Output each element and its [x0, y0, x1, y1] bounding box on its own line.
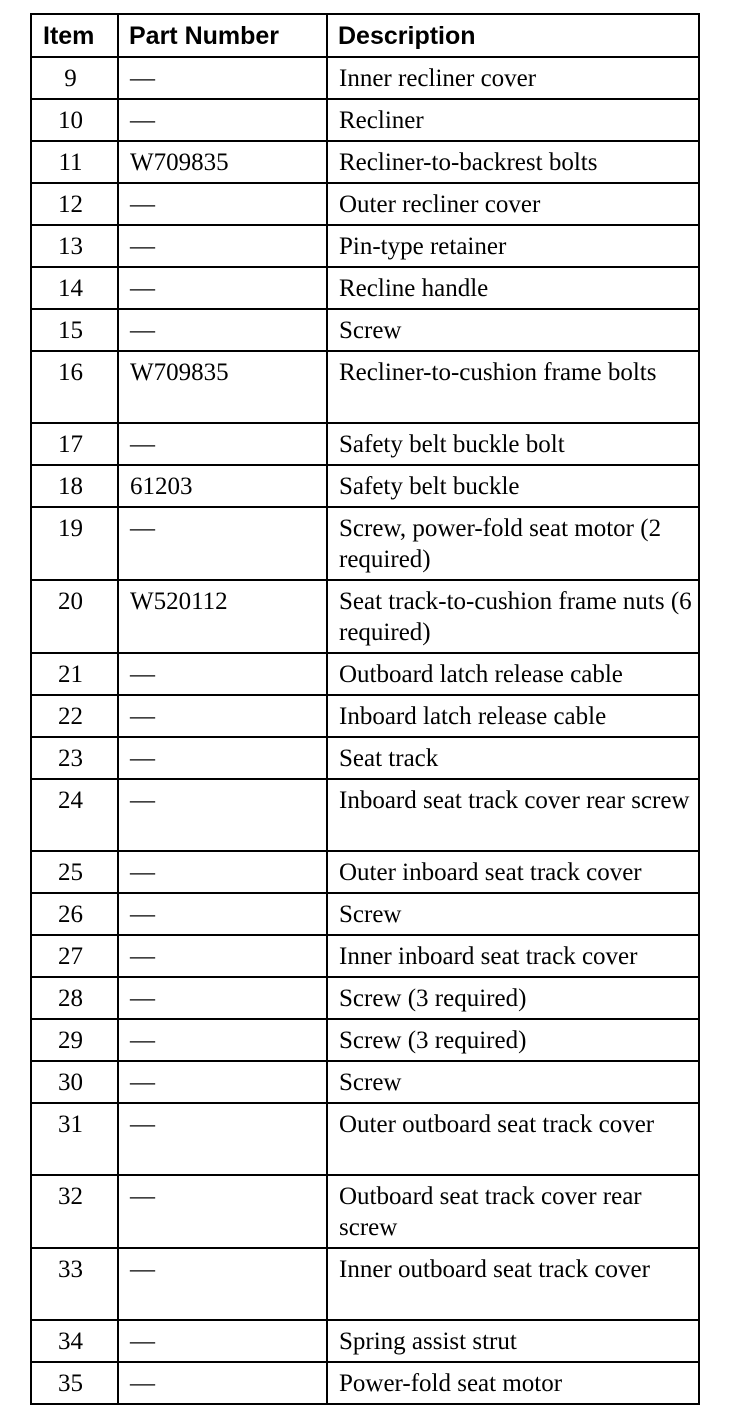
description-column-header: Description — [327, 14, 699, 57]
description-cell: Outer recliner cover — [327, 183, 699, 225]
item-number-cell: 15 — [31, 309, 118, 351]
part-number-cell: — — [118, 977, 327, 1019]
description-cell: Inboard seat track cover rear screw — [327, 779, 699, 851]
description-cell: Outer outboard seat track cover — [327, 1103, 699, 1175]
table-row — [31, 653, 699, 695]
table-row — [31, 1061, 699, 1103]
table-row — [31, 1175, 699, 1248]
description-cell: Inner inboard seat track cover — [327, 935, 699, 977]
description-cell: Safety belt buckle bolt — [327, 423, 699, 465]
description-cell: Inner recliner cover — [327, 57, 699, 99]
item-number-cell: 25 — [31, 851, 118, 893]
item-number-cell: 29 — [31, 1019, 118, 1061]
header-row — [31, 14, 699, 57]
table-row — [31, 1103, 699, 1175]
part-number-cell: — — [118, 851, 327, 893]
item-number-cell: 16 — [31, 351, 118, 423]
table-row — [31, 977, 699, 1019]
description-cell: Inboard latch release cable — [327, 695, 699, 737]
part-number-cell: — — [118, 507, 327, 580]
item-number-cell: 10 — [31, 99, 118, 141]
part-number-cell: — — [118, 1019, 327, 1061]
part-number-cell: — — [118, 57, 327, 99]
item-number-cell: 13 — [31, 225, 118, 267]
table-row — [31, 225, 699, 267]
part-number-cell: 61203 — [118, 465, 327, 507]
part-number-cell: — — [118, 1320, 327, 1362]
description-cell: Screw (3 required) — [327, 977, 699, 1019]
part-number-cell: — — [118, 225, 327, 267]
item-number-cell: 32 — [31, 1175, 118, 1248]
item-number-cell: 11 — [31, 141, 118, 183]
part-number-cell: W520112 — [118, 580, 327, 653]
part-number-cell: — — [118, 99, 327, 141]
table-row — [31, 893, 699, 935]
item-number-cell: 9 — [31, 57, 118, 99]
item-number-cell: 34 — [31, 1320, 118, 1362]
description-cell: Screw, power-fold seat motor (2 required) — [327, 507, 699, 580]
part-number-cell: — — [118, 1362, 327, 1404]
table-row — [31, 423, 699, 465]
item-number-cell: 26 — [31, 893, 118, 935]
table-row — [31, 737, 699, 779]
description-cell: Recline handle — [327, 267, 699, 309]
description-cell: Screw (3 required) — [327, 1019, 699, 1061]
table-row — [31, 779, 699, 851]
item-number-cell: 24 — [31, 779, 118, 851]
table-row — [31, 935, 699, 977]
item-number-cell: 23 — [31, 737, 118, 779]
item-column-header: Item — [31, 14, 118, 57]
part-number-cell: — — [118, 423, 327, 465]
part-number-cell: — — [118, 1175, 327, 1248]
item-number-cell: 17 — [31, 423, 118, 465]
table-row — [31, 141, 699, 183]
item-number-cell: 22 — [31, 695, 118, 737]
table-row — [31, 309, 699, 351]
item-number-cell: 33 — [31, 1248, 118, 1320]
table-row — [31, 57, 699, 99]
part-number-column-header: Part Number — [118, 14, 327, 57]
parts-table — [30, 13, 700, 1405]
table-row — [31, 851, 699, 893]
table-row — [31, 267, 699, 309]
table-row — [31, 465, 699, 507]
description-cell: Outboard latch release cable — [327, 653, 699, 695]
item-number-cell: 27 — [31, 935, 118, 977]
part-number-cell: — — [118, 737, 327, 779]
part-number-cell: — — [118, 653, 327, 695]
table-row — [31, 1019, 699, 1061]
description-cell: Seat track — [327, 737, 699, 779]
part-number-cell: — — [118, 779, 327, 851]
description-cell: Screw — [327, 1061, 699, 1103]
table-row — [31, 99, 699, 141]
part-number-cell: — — [118, 893, 327, 935]
table-row — [31, 1362, 699, 1404]
description-cell: Outboard seat track cover rear screw — [327, 1175, 699, 1248]
description-cell: Inner outboard seat track cover — [327, 1248, 699, 1320]
item-number-cell: 12 — [31, 183, 118, 225]
item-number-cell: 30 — [31, 1061, 118, 1103]
item-number-cell: 31 — [31, 1103, 118, 1175]
part-number-cell: — — [118, 267, 327, 309]
table-row — [31, 695, 699, 737]
item-number-cell: 21 — [31, 653, 118, 695]
description-cell: Recliner — [327, 99, 699, 141]
description-cell: Screw — [327, 309, 699, 351]
part-number-cell: — — [118, 1248, 327, 1320]
part-number-cell: — — [118, 183, 327, 225]
item-number-cell: 19 — [31, 507, 118, 580]
description-cell: Pin-type retainer — [327, 225, 699, 267]
description-cell: Recliner-to-cushion frame bolts — [327, 351, 699, 423]
table-row — [31, 1248, 699, 1320]
part-number-cell: — — [118, 695, 327, 737]
table-row — [31, 507, 699, 580]
item-number-cell: 20 — [31, 580, 118, 653]
table-row — [31, 580, 699, 653]
item-number-cell: 35 — [31, 1362, 118, 1404]
description-cell: Outer inboard seat track cover — [327, 851, 699, 893]
table-row — [31, 183, 699, 225]
item-number-cell: 14 — [31, 267, 118, 309]
part-number-cell: — — [118, 935, 327, 977]
part-number-cell: W709835 — [118, 351, 327, 423]
description-cell: Screw — [327, 893, 699, 935]
description-cell: Spring assist strut — [327, 1320, 699, 1362]
description-cell: Recliner-to-backrest bolts — [327, 141, 699, 183]
table-row — [31, 351, 699, 423]
part-number-cell: — — [118, 309, 327, 351]
part-number-cell: W709835 — [118, 141, 327, 183]
part-number-cell: — — [118, 1061, 327, 1103]
item-number-cell: 28 — [31, 977, 118, 1019]
table-row — [31, 1320, 699, 1362]
description-cell: Power-fold seat motor — [327, 1362, 699, 1404]
part-number-cell: — — [118, 1103, 327, 1175]
item-number-cell: 18 — [31, 465, 118, 507]
description-cell: Seat track-to-cushion frame nuts (6 required) — [327, 580, 699, 653]
description-cell: Safety belt buckle — [327, 465, 699, 507]
